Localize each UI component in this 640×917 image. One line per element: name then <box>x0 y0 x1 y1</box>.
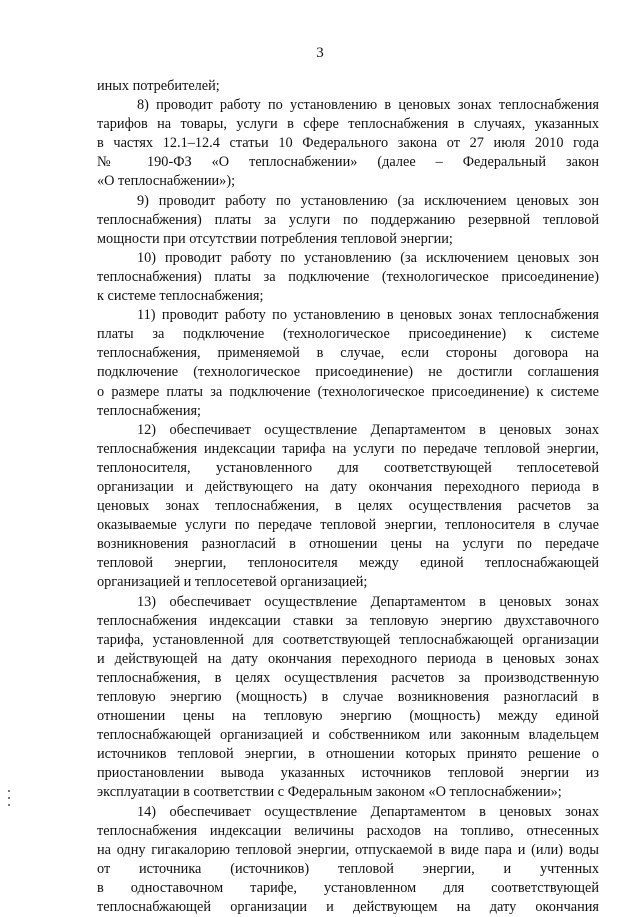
text-line: в одноставочном тарифе, установленном для соответствующей <box>97 879 599 896</box>
text-line: к системе теплоснабжения; <box>97 288 264 305</box>
text-line: о размере платы за подключение (технологическое присоединение) к системе <box>97 383 599 400</box>
text-line: в частях 12.1–12.4 статьи 10 Федерального закона от 27 июля 2010 года <box>97 135 599 152</box>
text-line: теплоснабжения индексации величины расходов на топливо, отнесенных <box>97 822 599 839</box>
scan-dot <box>8 804 10 806</box>
text-line: теплоносителя, установленного для соответствующей теплосетевой <box>97 459 599 476</box>
text-line: теплоснабжения) платы за подключение (технологическое присоединение) <box>97 268 599 285</box>
text-line: теплоснабжающей организацией и собственником или законным владельцем <box>97 727 599 744</box>
text-line: платы за подключение (технологическое присоединение) к системе <box>97 326 599 343</box>
text-line: 10) проводит работу по установлению (за исключением ценовых зон <box>137 249 599 266</box>
scan-dot <box>8 790 10 792</box>
paragraph <box>97 96 599 191</box>
text-line: теплоснабжения; <box>97 402 202 419</box>
paragraph <box>97 306 599 421</box>
text-line: тарифов на товары, услуги в сфере теплоснабжения в случаях, указанных <box>97 116 599 133</box>
text-line: теплоснабжающей организации и действующем на дату окончания <box>97 899 599 916</box>
text-line: и действующей на дату окончания переходного периода в ценовых зонах <box>97 650 599 667</box>
document-body <box>97 77 599 917</box>
text-line: оказываемые услуги по передаче тепловой энергии, теплоносителя в случае <box>97 517 599 534</box>
text-line: от источника (источников) тепловой энергии, и учтенных <box>97 860 599 877</box>
paragraph <box>97 249 599 306</box>
paragraph <box>97 421 599 593</box>
text-line: 13) обеспечивает осуществление Департаментом в ценовых зонах <box>137 593 599 610</box>
text-line: 9) проводит работу по установлению (за исключением ценовых зон <box>137 192 599 209</box>
text-line: эксплуатации в соответствии с Федеральным законом «О теплоснабжении»; <box>97 784 562 801</box>
text-line: теплоснабжения) платы за услуги по поддержанию резервной тепловой <box>97 211 599 228</box>
text-line: 14) обеспечивает осуществление Департаментом в ценовых зонах <box>137 803 599 820</box>
paragraph <box>97 803 599 917</box>
text-line: мощности при отсутствии потребления тепловой энергии; <box>97 230 453 247</box>
text-line: организацией и теплосетевой организацией; <box>97 574 368 591</box>
paragraph <box>97 77 599 96</box>
text-line: 8) проводит работу по установлению в ценовых зонах теплоснабжения <box>137 97 599 114</box>
text-line: 11) проводит работу по установлению в ценовых зонах теплоснабжения <box>137 307 599 324</box>
text-line: подключение (технологическое присоединение) не достигли соглашения <box>97 364 599 381</box>
text-line: 12) обеспечивает осуществление Департаментом в ценовых зонах <box>137 421 599 438</box>
text-line: ценовых зонах теплоснабжения, в целях осуществления расчетов за <box>97 498 599 515</box>
text-line: тарифа, установленной для соответствующей теплоснабжающей организации <box>97 631 599 648</box>
text-line: приостановлении вывода указанных источников тепловой энергии из <box>97 765 599 782</box>
text-line: возникновения разногласий в отношении цены на услуги по передаче <box>97 536 599 553</box>
text-line: теплоснабжения, в целях осуществления расчетов за производственную <box>97 669 599 686</box>
text-line: иных потребителей; <box>97 78 220 94</box>
paragraph <box>97 593 599 803</box>
text-line: тепловой энергии, теплоносителя между единой теплоснабжающей <box>97 555 599 572</box>
text-line: организации и действующего на дату окончания переходного периода в <box>97 478 599 495</box>
text-line: теплоснабжения индексации ставки за тепловую энергию двухставочного <box>97 612 599 629</box>
text-line: тепловую энергию (мощность) в случае возникновения разногласий в <box>97 689 599 705</box>
text-line: № 190-ФЗ «О теплоснабжении» (далее – Федеральный закон <box>97 154 599 171</box>
text-line: на одну гигакалорию тепловой энергии, отпускаемой в виде пара и (или) воды <box>97 841 599 858</box>
scan-margin-marks <box>8 790 11 812</box>
text-line: отношении цены на тепловую энергию (мощность) между единой <box>97 708 599 725</box>
page-number: 3 <box>316 45 324 61</box>
paragraph <box>97 192 599 249</box>
text-line: теплоснабжения, применяемой в случае, если стороны договора на <box>97 345 599 362</box>
text-line: «О теплоснабжении»); <box>97 173 236 190</box>
text-line: теплоснабжения индексации тарифа на услуги по передаче тепловой энергии, <box>97 440 599 457</box>
text-line: источников тепловой энергии, в отношении которых принято решение о <box>97 746 599 763</box>
scan-dot <box>8 797 10 799</box>
